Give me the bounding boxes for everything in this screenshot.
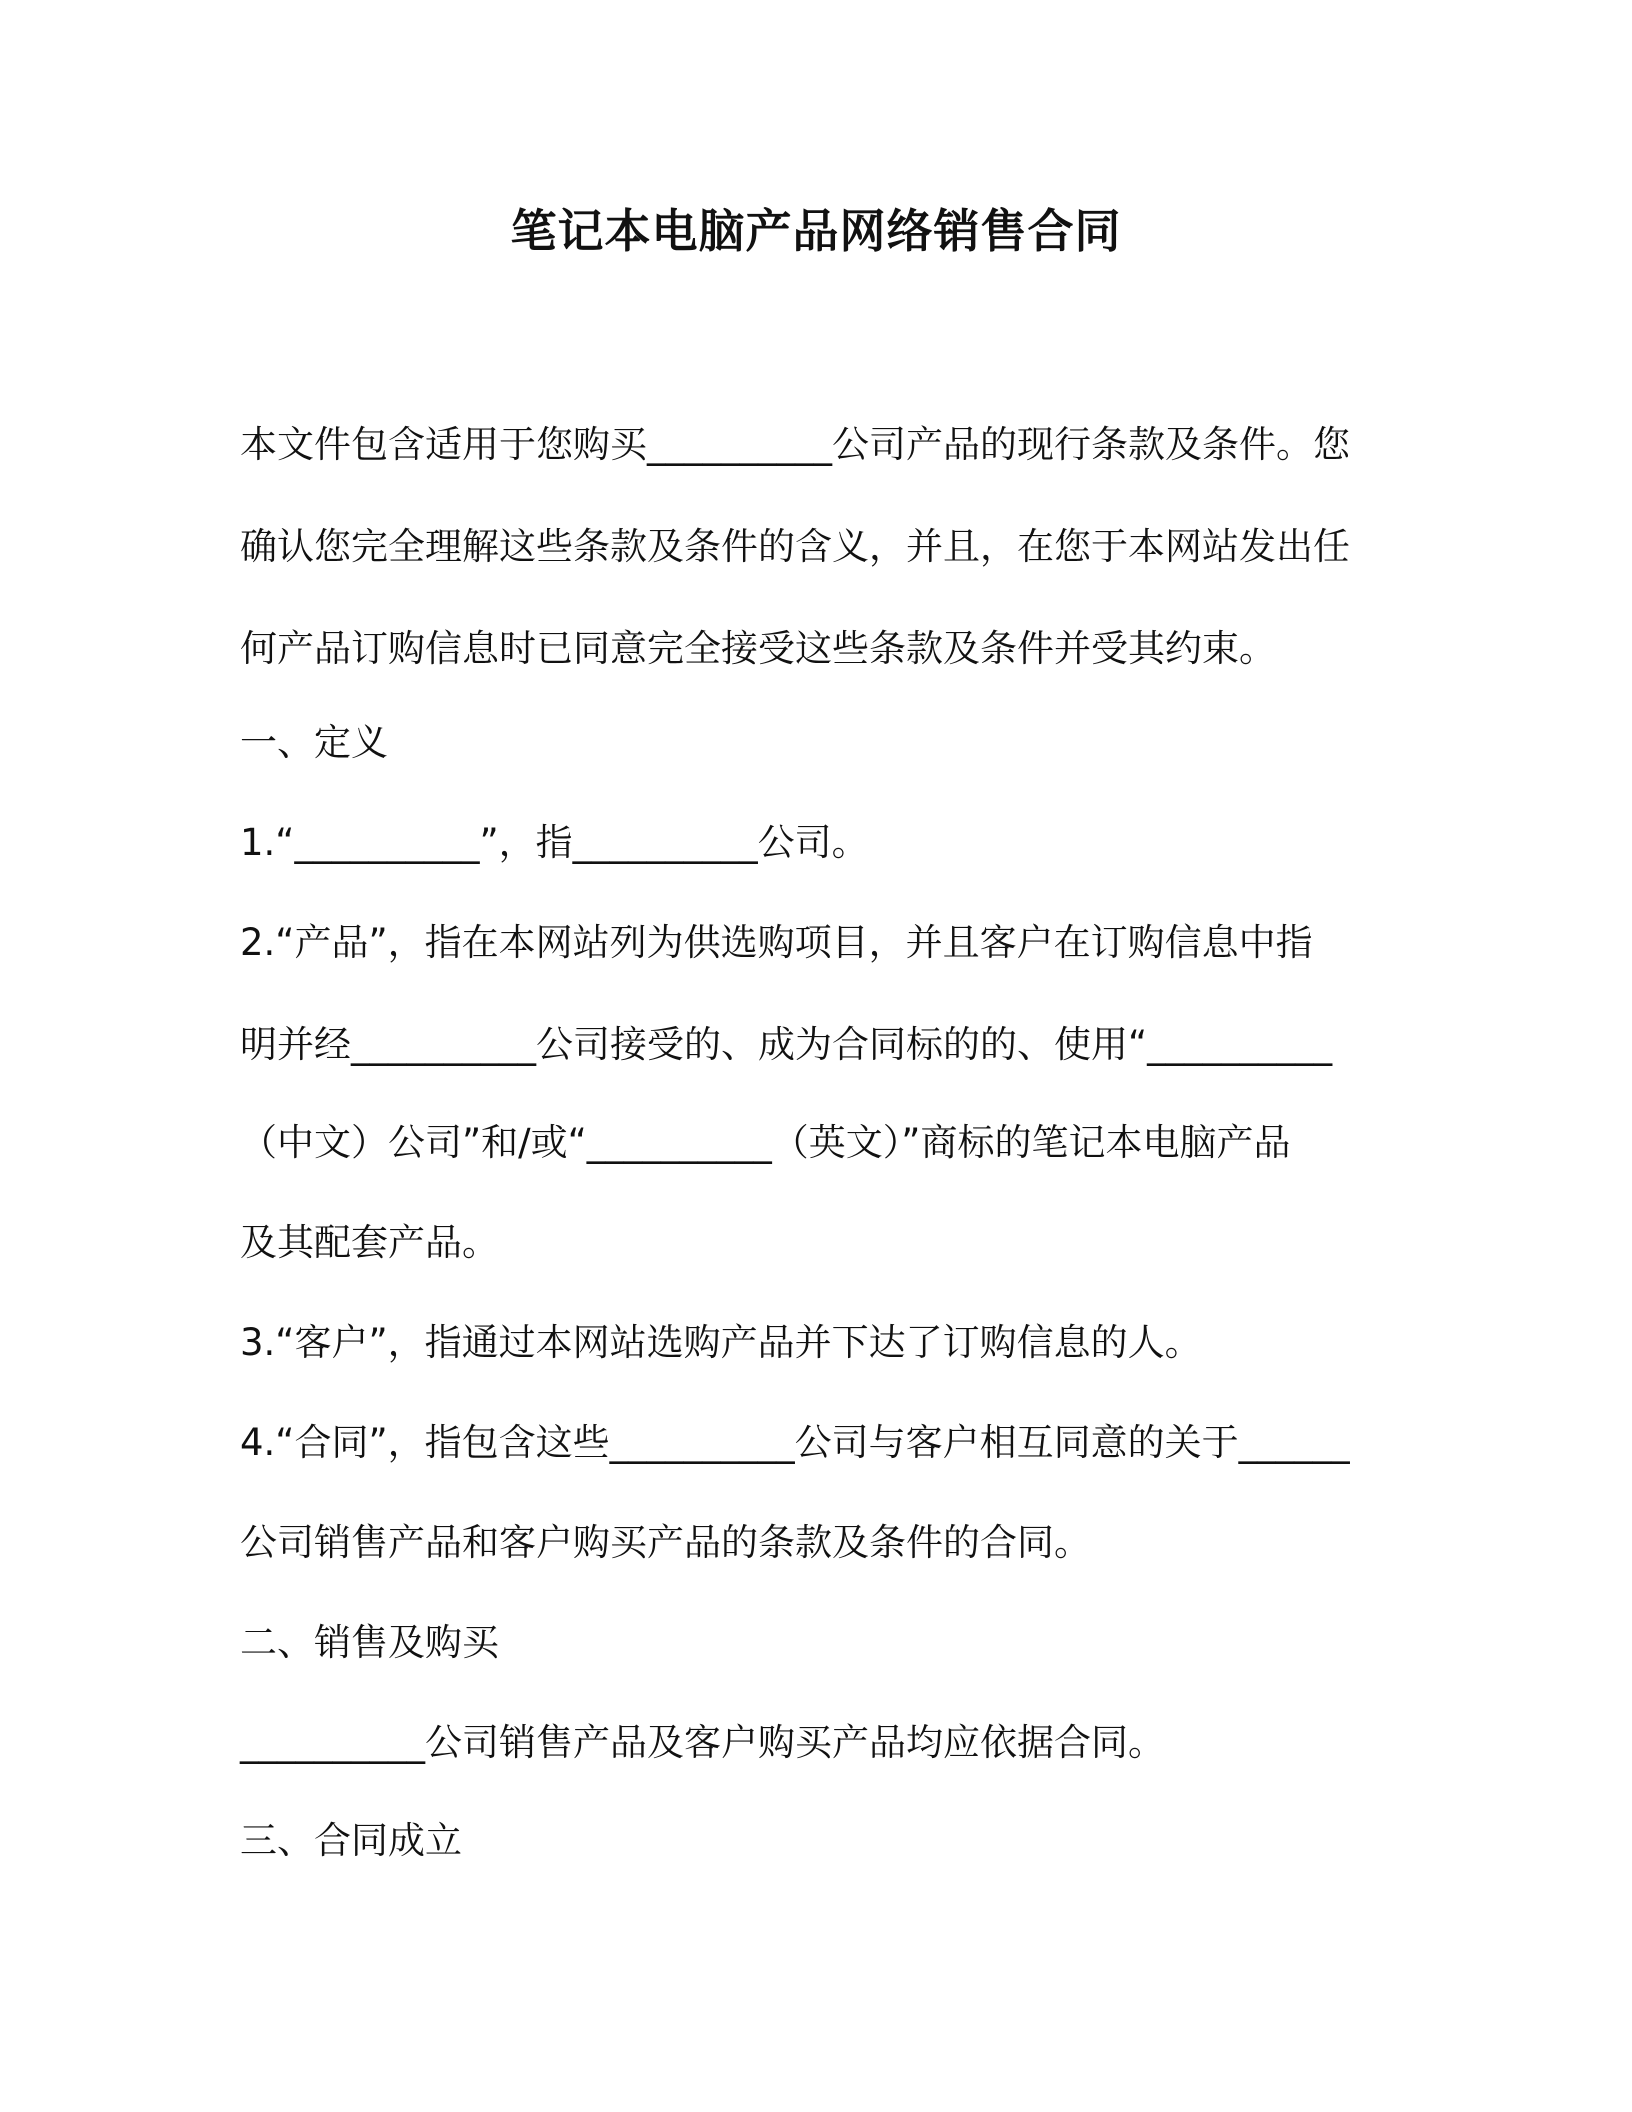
section-heading-formation: 三、合同成立 xyxy=(240,1819,462,1862)
intro-line-3: 何产品订购信息时已同意完全接受这些条款及条件并受其约束。 xyxy=(240,627,1276,670)
definition-2-line-4: 及其配套产品。 xyxy=(240,1221,499,1264)
sales-paragraph: __________公司销售产品及客户购买产品均应依据合同。 xyxy=(240,1721,1165,1764)
definition-2-line-1: 2.“产品”，指在本网站列为供选购项目，并且客户在订购信息中指 xyxy=(240,921,1313,964)
intro-line-2: 确认您完全理解这些条款及条件的含义，并且，在您于本网站发出任 xyxy=(240,525,1350,568)
definition-2-line-2: 明并经__________公司接受的、成为合同标的的、使用“__________ xyxy=(240,1023,1333,1066)
definition-3: 3.“客户”，指通过本网站选购产品并下达了订购信息的人。 xyxy=(240,1321,1202,1364)
section-heading-sales: 二、销售及购买 xyxy=(240,1621,499,1664)
definition-2-line-3: （中文）公司”和/或“__________（英文）”商标的笔记本电脑产品 xyxy=(240,1121,1291,1164)
definition-4-line-1: 4.“合同”，指包含这些__________公司与客户相互同意的关于______ xyxy=(240,1421,1350,1464)
section-heading-definitions: 一、定义 xyxy=(240,721,388,764)
intro-line-1: 本文件包含适用于您购买__________公司产品的现行条款及条件。您 xyxy=(240,423,1350,466)
definition-1: 1.“__________”，指__________公司。 xyxy=(240,821,869,864)
definition-4-line-2: 公司销售产品和客户购买产品的条款及条件的合同。 xyxy=(240,1521,1091,1564)
document-title: 笔记本电脑产品网络销售合同 xyxy=(510,204,1122,258)
